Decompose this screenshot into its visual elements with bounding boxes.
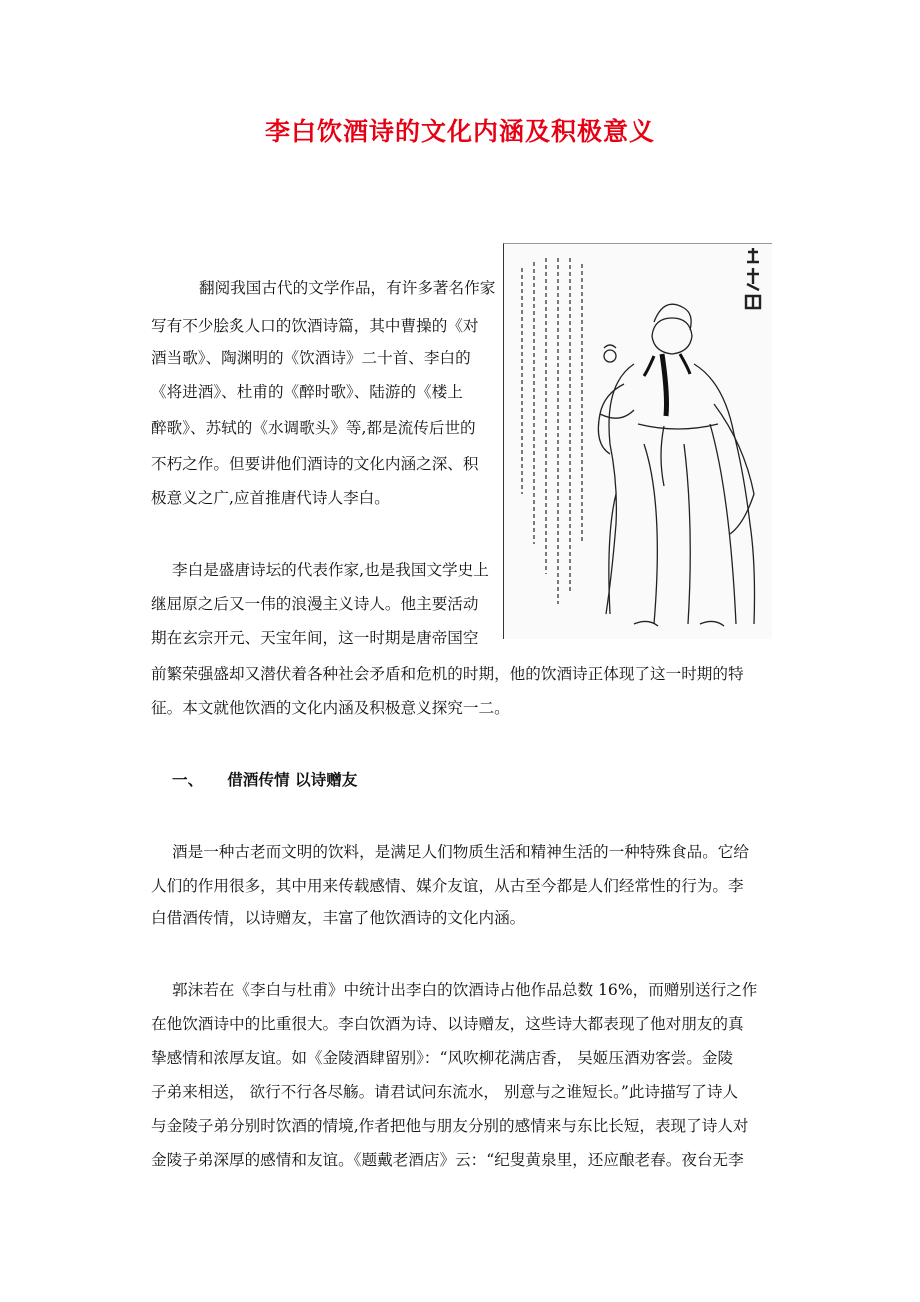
inscription-columns <box>522 258 582 604</box>
para4-line-4: 子弟来相送， 欲行不行各尽觞。请君试问东流水， 别意与之谁短长。”此诗描写了诗人 <box>151 1083 739 1101</box>
para3-line-2: 人们的作用很多，其中用来传载感情、媒介友谊，从古至今都是人们经常性的行为。李 <box>151 877 744 895</box>
para4-line-1: 郭沫若在《李白与杜甫》中统计出李白的饮酒诗占他作品总数 16%，而赠别送行之作 <box>172 981 758 999</box>
para3-line-3: 白借酒传情，以诗赠友，丰富了他饮酒诗的文化内涵。 <box>151 909 526 927</box>
section-1-heading <box>172 768 357 790</box>
intro-line-1: 翻阅我国古代的文学作品，有许多著名作家 <box>199 279 496 297</box>
intro-line-4: 《将进酒》、杜甫的《醉时歌》、陆游的《楼上 <box>151 383 463 401</box>
para4-line-2: 在他饮酒诗中的比重很大。李白饮酒为诗、以诗赠友，这些诗大都表现了他对朋友的真 <box>151 1015 744 1033</box>
section-1-title: 借酒传情 以诗赠友 <box>227 770 358 789</box>
para2-line-5: 征。本文就他饮酒的文化内涵及积极意义探究一二。 <box>151 699 510 717</box>
section-1-number: 一、 <box>172 770 204 789</box>
para2-line-3: 期在玄宗开元、天宝年间，这一时期是唐帝国空 <box>151 629 479 647</box>
portrait-caption-mark <box>746 248 760 308</box>
para2-line-2: 继屈原之后又一伟的浪漫主义诗人。他主要活动 <box>151 595 479 613</box>
intro-line-5: 醉歌》、苏轼的《水调歌头》等,都是流传后世的 <box>151 419 476 437</box>
para3-line-1: 酒是一种古老而文明的饮料，是满足人们物质生活和精神生活的一种特殊食品。它给 <box>172 843 749 861</box>
intro-line-7: 极意义之广,应首推唐代诗人李白。 <box>151 489 390 507</box>
para4-line-6: 金陵子弟深厚的感情和友谊。《题戴老酒店》云：“纪叟黄泉里，还应酿老春。夜台无李 <box>151 1151 744 1169</box>
para2-line-1: 李白是盛唐诗坛的代表作家,也是我国文学史上 <box>172 561 489 579</box>
li-bai-portrait-image <box>503 243 772 639</box>
figure-drawing <box>598 304 754 626</box>
para4-line-3: 挚感情和浓厚友谊。如《金陵酒肆留别》：“风吹柳花满店香， 吴姬压酒劝客尝。金陵 <box>151 1049 734 1067</box>
intro-line-2: 写有不少脍炙人口的饮酒诗篇，其中曹操的《对 <box>151 317 479 335</box>
intro-line-3: 酒当歌》、陶渊明的《饮酒诗》二十首、李白的 <box>151 349 471 367</box>
para2-line-4: 前繁荣强盛却又潜伏着各种社会矛盾和危机的时期，他的饮酒诗正体现了这一时期的特 <box>151 665 744 683</box>
intro-line-6: 不朽之作。但要讲他们酒诗的文化内涵之深、积 <box>151 455 479 473</box>
para4-line-5: 与金陵子弟分别时饮酒的情境,作者把他与朋友分别的感情来与东比长短，表现了诗人对 <box>151 1117 749 1135</box>
document-title: 李白饮酒诗的文化内涵及积极意义 <box>264 117 655 146</box>
